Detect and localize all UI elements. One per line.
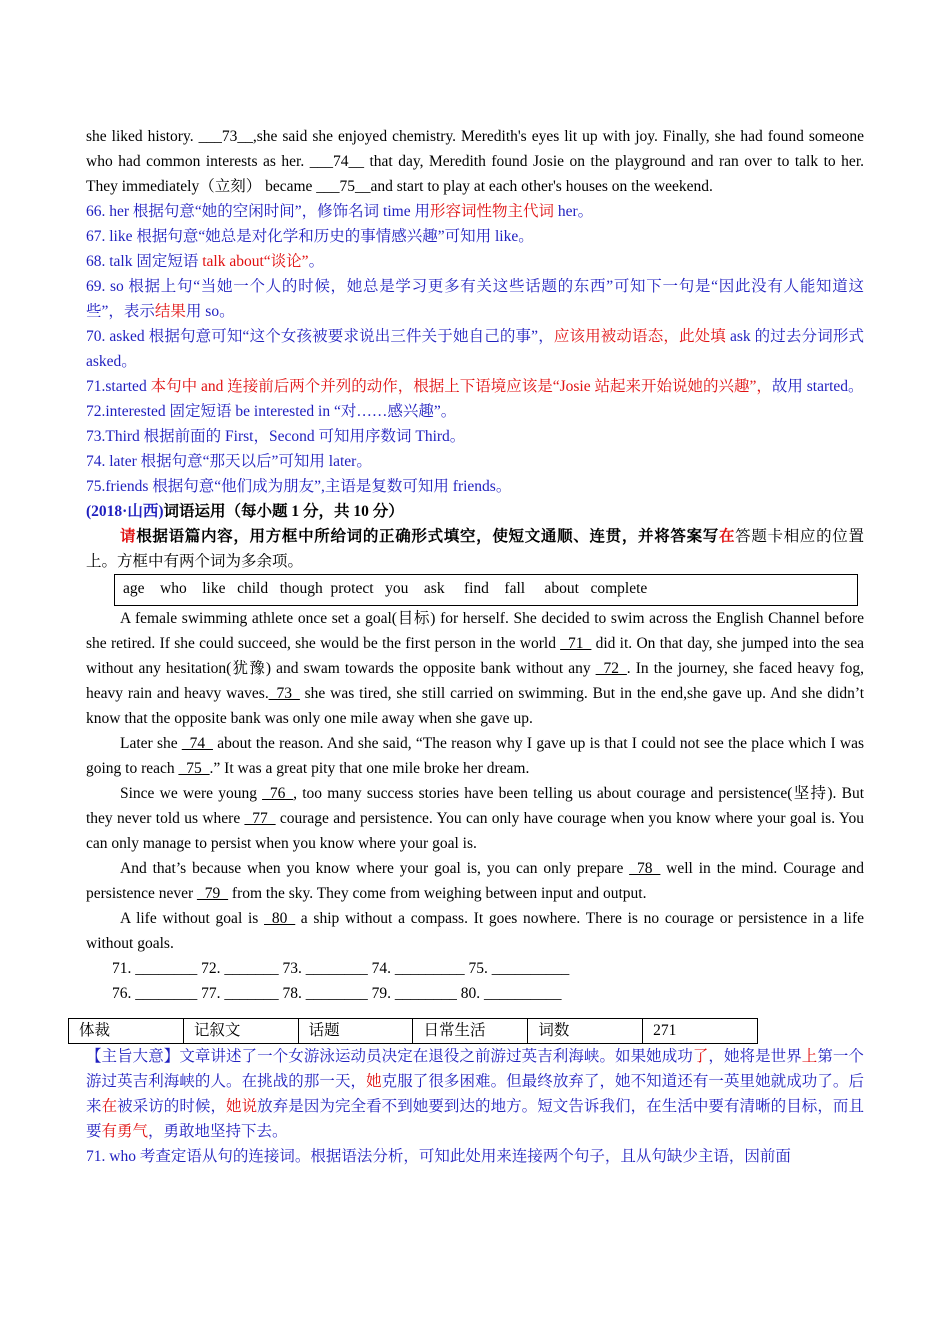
answer-66: 66. her 根据句意“她的空闲时间”，修饰名词 time 用形容词性物主代词 her。 (86, 203, 594, 220)
blank-74: _74_ (181, 735, 213, 752)
answer-72: 72.interested 固定短语 be interested in “对……感兴趣”。 (86, 403, 457, 420)
answer-71: 71.started 本句中 and 连接前后两个并列的动作，根据上下语境应该是“Josie 站起来开始说她的兴趣”，故用 started。 (86, 378, 864, 395)
answer-67: 67. like 根据句意“她总是对化学和历史的事情感兴趣”可知用 like。 (86, 228, 534, 245)
blank-78: _78_ (629, 860, 661, 877)
blank-72: _72_ (595, 660, 627, 677)
blank-75: _75_ (178, 760, 210, 777)
table-cell: 记叙文 (183, 1019, 298, 1044)
table-cell: 日常生活 (413, 1019, 528, 1044)
table-cell: 话题 (298, 1019, 413, 1044)
passage-end: she liked history. ___73__,she said she enjoyed chemistry. Meredith's eyes lit up with joy. Finally, she had found someone who had common interests as her. ___74__ that day, Meredith found Josie on the playground and ran over to talk to her. They immediately（立刻） became ___75__and start to play at each other's houses on the weekend. (86, 128, 864, 195)
blank-77: _77_ (244, 810, 276, 827)
answer-line-1: 71. ________ 72. _______ 73. ________ 74. _________ 75. __________ (112, 960, 570, 977)
content-column (79, 124, 865, 1169)
table-cell: 词数 (528, 1019, 643, 1044)
answer-74: 74. later 根据句意“那天以后”可知用 later。 (86, 453, 372, 470)
blank-80: _80_ (264, 910, 296, 927)
table-row (69, 1019, 758, 1044)
answer-68: 68. talk 固定短语 talk about“谈论”。 (86, 253, 325, 270)
table-cell: 271 (643, 1019, 758, 1044)
passage2-paragraph-4: And that’s because when you know where your goal is, you can only prepare _78_ well in the mind. Courage and persistence never _79_ from the sky. They come from weighing between input and output. (86, 860, 864, 902)
table-cell: 体裁 (69, 1019, 184, 1044)
answer-75: 75.friends 根据句意“他们成为朋友”,主语是复数可知用 friends。 (86, 478, 512, 495)
answer-69: 69. so 根据上句“当她一个人的时候，她总是学习更多有关这些话题的东西”可知下一句是“因此没有人能知道这些”，表示结果用 so。 (86, 278, 864, 320)
info-table (68, 1018, 758, 1044)
section-instruction: 请根据语篇内容，用方框中所给词的正确形式填空，使短文通顺、连贯，并将答案写在答题卡相应的位置上。方框中有两个词为多余项。 (86, 528, 864, 570)
answer-line-2: 76. ________ 77. _______ 78. ________ 79. ________ 80. __________ (112, 985, 562, 1002)
passage2-paragraph-5: A life without goal is _80_ a ship without a compass. It goes nowhere. There is no courage or persistence in a life without goals. (86, 910, 864, 952)
passage2-paragraph-1: A female swimming athlete once set a goal(目标) for herself. She decided to swim across the English Channel before she retired. If she could succeed, she would be the first person in the world _71_ did it. On that day, she jumped into the sea without any hesitation(犹豫) and swam towards the opposite bank without any _72_. In the journey, she faced heavy fog, heavy rain and heavy waves._73_ she was tired, she still carried on swimming. But in the end,she gave up. And she didn’t know that the opposite bank was only one mile away when she gave up. (86, 610, 865, 727)
blank-76: _76_ (262, 785, 294, 802)
summary: 【主旨大意】文章讲述了一个女游泳运动员决定在退役之前游过英吉利海峡。如果她成功了，她将是世界上第一个游过英吉利海峡的人。在挑战的那一天，她克服了很多困难。但最终放弃了，她不知道还有一英里她就成功了。后来在被采访的时候，她说放弃是因为完全看不到她要到达的地方。短文告诉我们，在生活中要有清晰的目标，而且要有勇气，勇敢地坚持下去。 (86, 1048, 864, 1140)
passage2-paragraph-2: Later she _74_ about the reason. And she said, “The reason why I gave up is that I could not see the place which I was going to reach _75_.” It was a great pity that one mile broke her dream. (86, 735, 864, 777)
passage2-paragraph-3: Since we were young _76_, too many success stories have been telling us about courage and persistence(坚持). But they never told us where _77_ courage and persistence. You can only have courage when you know where your goal is. You can only manage to persist when you know where your goal is. (86, 785, 865, 852)
answer-71-explanation: 71. who 考查定语从句的连接词。根据语法分析，可知此处用来连接两个句子，且从句缺少主语，因前面 (86, 1148, 791, 1165)
blank-73: _73_ (268, 685, 300, 702)
word-box: age who like child though protect you ask find fall about complete (114, 574, 858, 606)
section-heading: (2018·山西)词语运用（每小题 1 分，共 10 分） (86, 503, 404, 520)
blank-71: _71_ (560, 635, 592, 652)
answer-70: 70. asked 根据句意可知“这个女孩被要求说出三件关于她自己的事”，应该用被动语态，此处填 ask 的过去分词形式 asked。 (86, 328, 864, 370)
blank-79: _79_ (197, 885, 229, 902)
answer-73: 73.Third 根据前面的 First，Second 可知用序数词 Third。 (86, 428, 466, 445)
